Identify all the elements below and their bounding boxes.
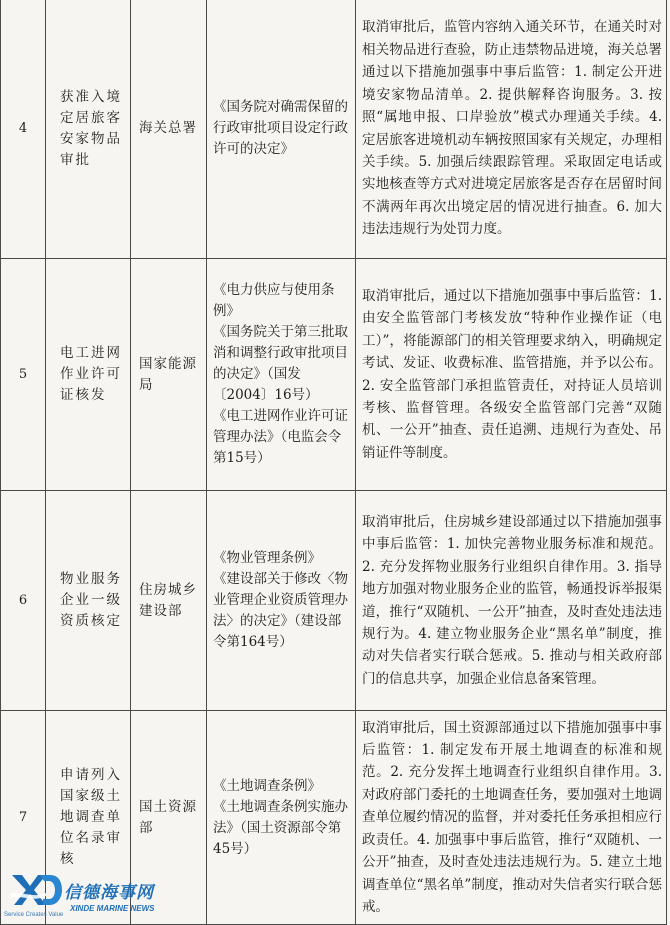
basis-entry: 《土地调查条例》 [213,777,321,794]
table-row [1,491,667,711]
regulatory-measures: 取消审批后，住房城乡建设部通过以下措施加强事中事后监管：1. 加快完善物业服务标准和规范。2. 充分发挥物业服务行业组织自律作用。3. 指导地方加强对物业服务企业的监管，畅通投诉举报渠道，推行“双随机、一公开”抽查，及时查处违法违规行为。4. 建立物业服务企业“黑名单”制度，推动对失信者实行联合惩戒。5. 推动与相关政府部门的信息共享，加强企业信息备案管理。 [356,491,667,711]
regulatory-measures: 取消审批后，国土资源部通过以下措施加强事中事后监管：1. 制定发布开展土地调查的标准和规范。2. 充分发挥土地调查行业组织自律作用。3. 对政府部门委托的土地调查任务，要加强对土地调查单位履约情况的监督，并对委托任务承担相应行政责任。4. 加强事中事后监管，推行“双随机、一公开”抽查，及时查处违法违规行为。5. 建立土地调查单位“黑名单”制度，推动对失信者实行联合惩戒。 [356,711,667,925]
table-row [1,0,667,259]
department: 海关总署 [131,0,207,259]
department: 国土资源部 [131,711,207,925]
basis-entry: 《电工进网作业许可证管理办法》（电监会令第15号） [213,408,348,466]
basis-entry: 《物业管理条例》 [213,550,321,566]
legal-basis [207,0,356,259]
site-watermark [0,872,185,922]
basis-entry: 《国务院对确需保留的行政审批项目设定行政许可的决定》 [213,99,348,157]
item-name: 电工进网作业许可证核发 [46,259,131,491]
row-number: 7 [1,711,46,925]
basis-entry: 《国务院关于第三批取消和调整行政审批项目的决定》（国发〔2004〕16号） [213,324,348,403]
watermark-slogan: Service Creates Value [4,912,64,918]
legal-basis [207,711,356,925]
regulatory-measures: 取消审批后，通过以下措施加强事中事后监管：1. 由安全监管部门考核发放“特种作业操作证（电工）”，将能源部门的相关管理要求纳入，明确规定考试、发证、收费标准、监管措施，并予以公布。2. 安全监管部门承担监管责任，对持证人员培训考核、监督管理。各级安全监管部门完善“双随机、一公开”抽查、责任追溯、违规行为查处、吊销证件等制度。 [356,259,667,491]
row-number: 4 [1,0,46,259]
basis-entry: 《土地调查条例实施办法》（国土资源部令第45号） [213,798,348,857]
department: 住房城乡建设部 [131,491,207,711]
xd-logo-icon [10,872,62,908]
row-number: 5 [1,259,46,491]
legal-basis [207,259,356,491]
basis-entry: 《建设部关于修改〈物业管理企业资质管理办法〉的决定》（建设部令第164号） [213,571,348,650]
item-name: 申请列入国家级土地调查单位名录审核 [46,711,131,925]
regulatory-measures: 取消审批后，监管内容纳入通关环节，在通关时对相关物品进行查验，防止违禁物品进境，海关总署通过以下措施加强事中事后监管：1. 制定公开进境安家物品清单。2. 提供解释咨询服务。3. 按照“属地申报、口岸验放”模式办理通关手续。4. 定居旅客进境机动车辆按照国家有关规定，办理相关手续。5. 加强后续跟踪管理。采取固定电话或实地核查等方式对进境定居旅客是否存在居留时间不满两年再次出境定居的情况进行抽查。6. 加大违法违规行为处罚力度。 [356,0,667,259]
row-number: 6 [1,491,46,711]
department: 国家能源局 [131,259,207,491]
legal-basis [207,491,356,711]
basis-entry: 《电力供应与使用条例》 [213,282,335,319]
item-name: 物业服务企业一级资质核定 [46,491,131,711]
watermark-name-cn: 信德海事网 [64,883,154,903]
table-row [1,259,667,491]
item-name: 获准入境定居旅客安家物品审批 [46,0,131,259]
watermark-name-en: XINDE MARINE NEWS [70,904,155,913]
